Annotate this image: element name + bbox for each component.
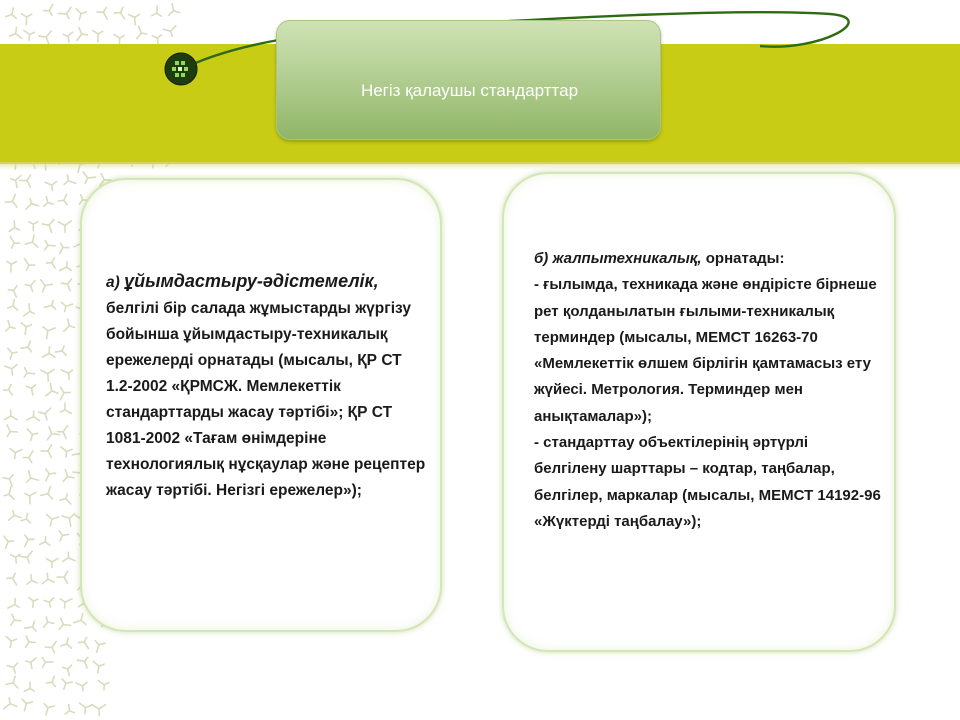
card-b-body: орнатады: - ғылымда, техникада және өндірісте бірнеше рет қолданылатын ғылыми-техникалық терминдер (мысалы, МЕМСТ 16263-70 «Мемлекеттік өлшем бірлігін қамтамасыз ету жүйесі. Метрология. Терминдер мен анықтамалар»); - стандарттау объектілерінің әртүрлі белгілену шарттары – кодтар, таңбалар, белгілер, маркалар (мысалы, МЕМСТ 14192-96 «Жүктерді таңбалау»); — [534, 250, 881, 530]
card-a-body: белгілі бір салада жұмыстарды жүргізу бойынша ұйымдастыру-техникалық ережелерді орнатады (мысалы, ҚР СТ 1.2-2002 «ҚРМСЖ. Мемлекеттік стандарттарды жасау тәртібі»; ҚР СТ 1081-2002 «Тағам өнімдеріне технологиялық нұсқаулар және рецептер жасау тәртібі. Негізгі ережелер»); — [106, 300, 426, 499]
card-a-lead: ұйымдастыру-әдістемелік, — [124, 271, 379, 291]
content-card-b — [502, 172, 896, 652]
card-b-text — [534, 246, 884, 535]
card-a-text — [106, 268, 426, 504]
decorative-orb-icon — [164, 52, 198, 86]
card-b-lead: б) жалпытехникалық, — [534, 250, 702, 267]
header-band-shadow — [0, 162, 960, 170]
page-title: Негіз қалаушы стандарттар — [360, 81, 579, 100]
card-a-lead-prefix: а) — [106, 274, 125, 291]
content-card-a — [80, 178, 442, 632]
title-box — [276, 20, 661, 140]
